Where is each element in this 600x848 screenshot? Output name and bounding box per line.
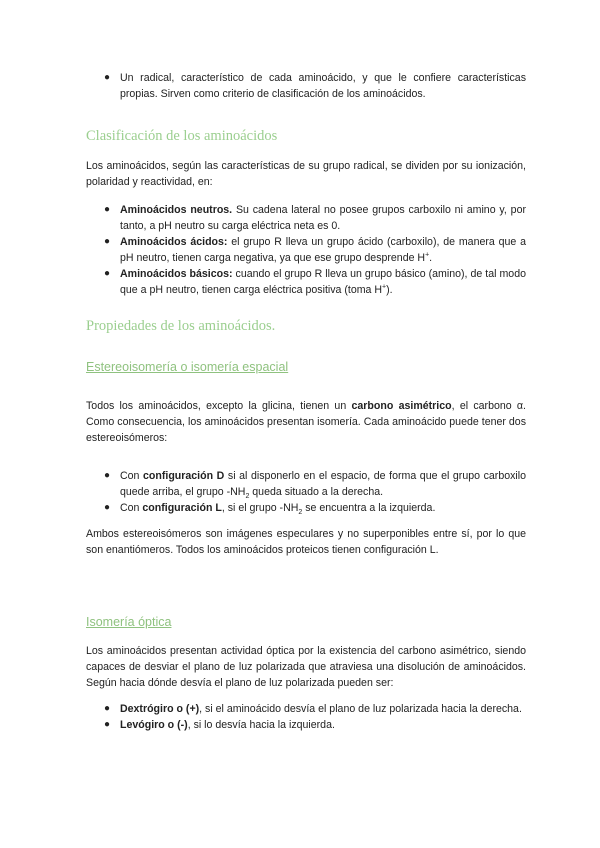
list-item: ● Con configuración L, si el grupo $-NH_2$ se encuentra a la izquierda. bbox=[104, 502, 436, 517]
term-label: Aminoácidos ácidos: bbox=[120, 236, 228, 248]
term-label: configuración D bbox=[143, 470, 225, 482]
list-item: ● Con configuración D si al disponerlo en el espacio, de forma que el grupo carboxilo quede arriba, el grupo $-NH_2$ queda situado a la derecha. bbox=[104, 470, 526, 501]
term-label: configuración L bbox=[142, 502, 222, 514]
section-heading-clasificacion: Clasificación de los aminoácidos bbox=[86, 128, 278, 144]
bullet-icon: ● bbox=[104, 236, 111, 247]
list-item: ● Aminoácidos básicos: cuando el grupo R lleva un grupo básico (amino), de tal modo que a pH neutro, tienen carga eléctrica positiva (toma H+). bbox=[104, 268, 526, 296]
optica-paragraph: Los aminoácidos presentan actividad óptica por la existencia del carbono asimétrico, siendo capaces de desviar el plano de luz polarizada que atraviesa una disolución de aminoácidos. Según hacia dónde desvía el plano de luz polarizada pueden ser: bbox=[86, 645, 526, 689]
estereo-paragraph: Todos los aminoácidos, excepto la glicina, tienen un carbono asimétrico, el carbono α. Como consecuencia, los aminoácidos presentan isomería. Cada aminoácido puede tener dos estereoisómeros: bbox=[86, 400, 526, 444]
list-item: ● Un radical, característico de cada aminoácido, y que le confiere características propias. Sirven como criterio de clasificación de los aminoácidos. bbox=[104, 72, 526, 100]
intro-list bbox=[86, 70, 526, 102]
bullet-icon: ● bbox=[104, 72, 111, 83]
optica-list bbox=[86, 701, 526, 733]
list-item: ● Aminoácidos neutros. Su cadena lateral no posee grupos carboxilo ni amino y, por tanto, a pH neutro su carga eléctrica neta es 0. bbox=[104, 204, 526, 232]
list-item: ● Levógiro o (-), si lo desvía hacia la izquierda. bbox=[104, 719, 335, 731]
bullet-icon: ● bbox=[104, 719, 111, 730]
term-label: Aminoácidos básicos: bbox=[120, 268, 233, 280]
bullet-icon: ● bbox=[104, 502, 111, 513]
list-item: ● Aminoácidos ácidos: el grupo R lleva un grupo ácido (carboxilo), de manera que a pH neutro, tienen carga negativa, ya que ese grupo desprende H+. bbox=[104, 236, 526, 264]
subsection-heading-optica: Isomería óptica bbox=[86, 615, 172, 629]
estereo-list bbox=[86, 468, 526, 516]
clasificacion-intro: Los aminoácidos, según las características de su grupo radical, se dividen por su ionización, polaridad y reactividad, en: bbox=[86, 160, 526, 188]
subsection-heading-estereo: Estereoisomería o isomería espacial bbox=[86, 360, 289, 374]
section-heading-propiedades: Propiedades de los aminoácidos. bbox=[86, 318, 276, 334]
list-item: ● Dextrógiro o (+), si el aminoácido desvía el plano de luz polarizada hacia la derecha. bbox=[104, 703, 522, 715]
term-label: Dextrógiro o (+) bbox=[120, 703, 200, 715]
term-label: Aminoácidos neutros. bbox=[120, 204, 233, 216]
bullet-icon: ● bbox=[104, 268, 111, 279]
bullet-icon: ● bbox=[104, 470, 111, 481]
estereo-closing: Ambos estereoisómeros son imágenes especulares y no superponibles entre sí, por lo que son enantiómeros. Todos los aminoácidos proteicos tienen configuración L. bbox=[86, 528, 526, 556]
clasificacion-list bbox=[86, 202, 526, 298]
term-label: Levógiro o (-) bbox=[120, 719, 188, 731]
bullet-icon: ● bbox=[104, 703, 111, 714]
bullet-icon: ● bbox=[104, 204, 111, 215]
